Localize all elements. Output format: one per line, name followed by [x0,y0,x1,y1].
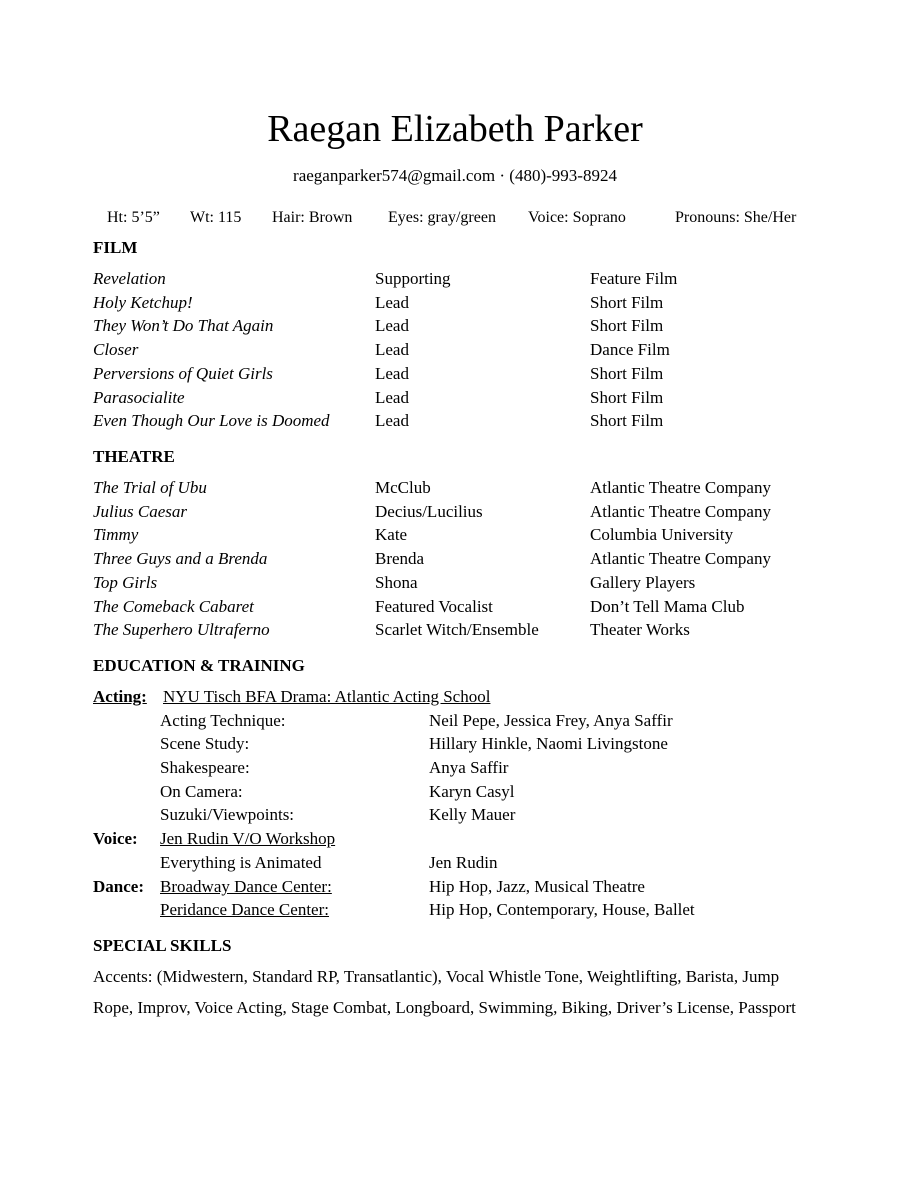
credit-title: Holy Ketchup! [93,292,193,312]
credit-venue: Feature Film [590,269,678,288]
credit-title: Even Though Our Love is Doomed [93,411,330,431]
acting-label: Acting: [93,687,147,706]
credit-role: Lead [375,387,409,407]
credit-venue: Short Film [590,292,664,312]
credit-title: Three Guys and a Brenda [93,549,268,569]
stat-hair: Hair: Brown [272,209,353,226]
name-heading: Raegan Elizabeth Parker [267,108,643,150]
stat-voice: Voice: Soprano [528,209,626,226]
credit-title: Closer [93,340,139,360]
credit-role: Kate [375,525,408,545]
acting-school: NYU Tisch BFA Drama: Atlantic Acting School [163,687,491,706]
credit-role: Lead [375,340,409,360]
credit-title: Timmy [93,525,139,545]
acting-teachers: Hillary Hinkle, Naomi Livingstone [429,734,668,753]
dance-styles: Hip Hop, Contemporary, House, Ballet [429,900,695,919]
credit-venue: Theater Works [590,620,690,640]
credit-title: Revelation [93,269,166,288]
credit-venue: Columbia University [590,525,734,545]
credit-role: Lead [375,292,409,312]
credit-venue: Short Film [590,387,664,407]
dance-school: Peridance Dance Center: [160,900,329,919]
credit-venue: Short Film [590,363,664,383]
credit-role: Lead [375,411,409,431]
acting-teachers: Kelly Mauer [429,805,516,824]
stat-pronouns: Pronouns: She/Her [675,209,797,226]
credit-venue: Short Film [590,411,664,431]
stat-eyes: Eyes: gray/green [388,209,496,226]
acting-subject: Scene Study: [160,734,250,753]
voice-label: Voice: [93,829,138,848]
film-heading: FILM [93,238,138,257]
acting-subject: Acting Technique: [160,711,286,730]
skills-heading: SPECIAL SKILLS [93,936,232,955]
credit-role: Scarlet Witch/Ensemble [375,620,539,640]
credit-title: The Superhero Ultraferno [93,620,270,640]
acting-subject: On Camera: [160,782,243,801]
theatre-heading: THEATRE [93,447,175,466]
voice-school: Jen Rudin V/O Workshop [160,829,336,848]
credit-venue: Atlantic Theatre Company [590,501,771,521]
credit-venue: Short Film [590,316,664,336]
voice-subject: Everything is Animated [160,853,322,872]
dance-styles: Hip Hop, Jazz, Musical Theatre [429,877,645,896]
acting-teachers: Karyn Casyl [429,782,515,801]
credit-role: Shona [375,572,418,592]
credit-venue: Dance Film [590,340,670,360]
credit-venue: Gallery Players [590,572,696,592]
acting-teachers: Anya Saffir [429,758,509,777]
stat-weight: Wt: 115 [190,209,242,226]
credit-role: Brenda [375,549,425,569]
credit-title: Perversions of Quiet Girls [93,363,273,383]
acting-teachers: Neil Pepe, Jessica Frey, Anya Saffir [429,711,673,730]
education-heading: EDUCATION & TRAINING [93,656,305,675]
credit-title: They Won’t Do That Again [93,316,274,336]
credit-role: Lead [375,363,409,383]
dance-label: Dance: [93,877,144,896]
acting-subject: Shakespeare: [160,758,250,777]
dance-school: Broadway Dance Center: [160,877,332,896]
skills-text: Accents: (Midwestern, Standard RP, Transatlantic), Vocal Whistle Tone, Weightlifting, Barista, Jump Rope, Improv, Voice Acting, Stage Combat, Longboard, Swimming, Biking, Driver’s License, Passport [93,967,796,1017]
credit-venue: Don’t Tell Mama Club [590,596,745,616]
credit-venue: Atlantic Theatre Company [590,549,771,569]
credit-title: The Trial of Ubu [93,478,207,497]
credit-title: The Comeback Cabaret [93,596,254,616]
stat-height: Ht: 5’5” [107,209,160,226]
credit-role: Featured Vocalist [375,596,493,616]
credit-role: McClub [375,478,431,497]
credit-title: Top Girls [93,572,158,592]
voice-teacher: Jen Rudin [429,853,498,872]
acting-subject: Suzuki/Viewpoints: [160,805,295,824]
credit-role: Lead [375,316,409,336]
contact-line: raeganparker574@gmail.com · (480)-993-8924 [293,166,617,185]
credit-title: Parasocialite [93,387,185,407]
credit-role: Decius/Lucilius [375,501,483,521]
credit-title: Julius Caesar [93,501,187,521]
credit-venue: Atlantic Theatre Company [590,478,771,497]
credit-role: Supporting [375,269,451,288]
